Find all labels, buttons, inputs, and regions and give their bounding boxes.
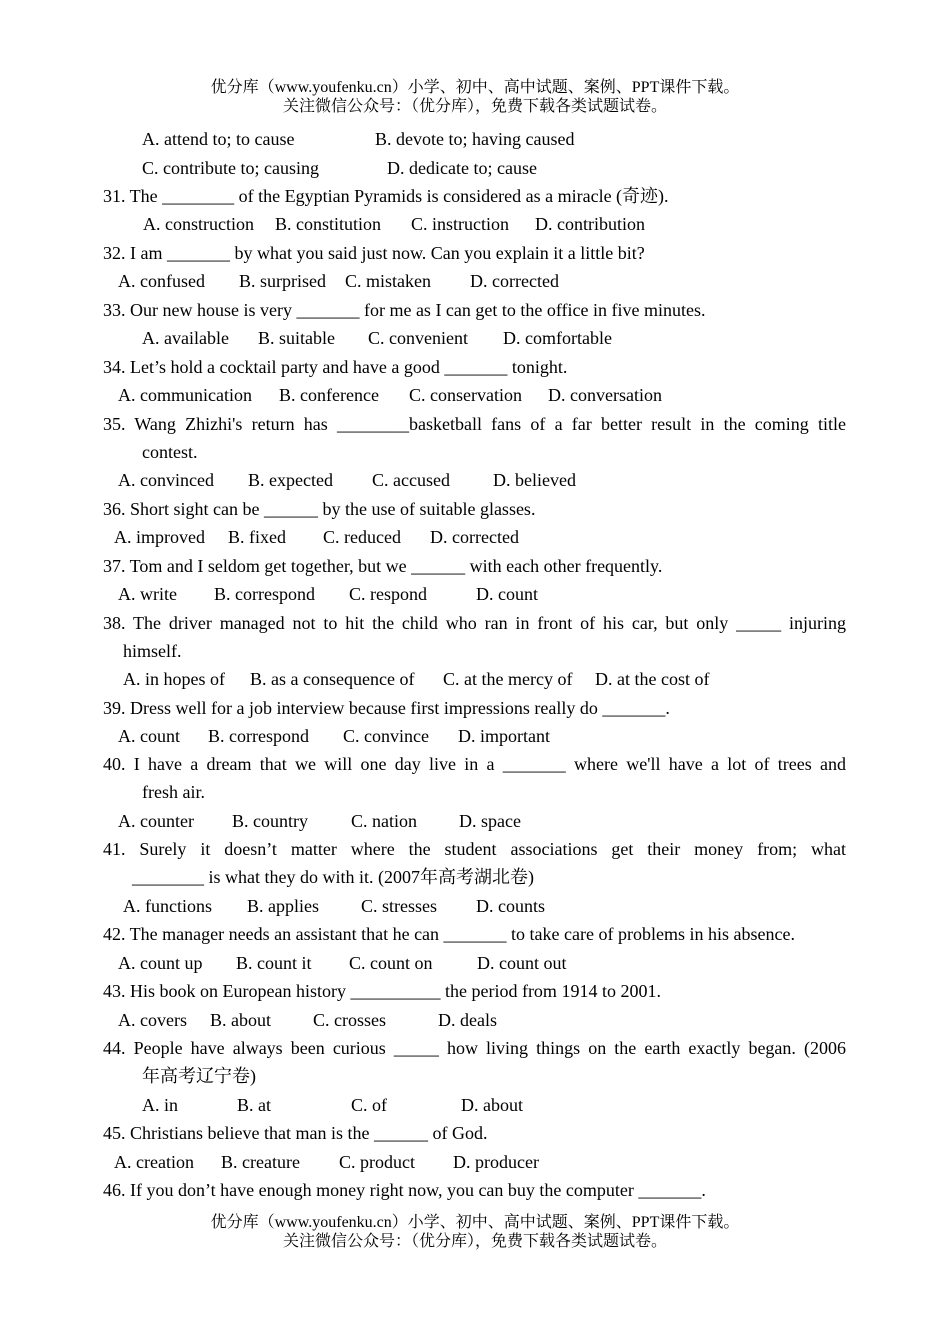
option-a: A. improved xyxy=(114,527,205,547)
option-b: B. as a consequence of xyxy=(250,669,415,689)
option-d: D. contribution xyxy=(535,214,645,234)
question-text: 34. Let’s hold a cocktail party and have a good _______ tonight. xyxy=(103,357,568,377)
question-text: 42. The manager needs an assistant that he can _______ to take care of problems in his absence. xyxy=(103,924,795,944)
page-header xyxy=(0,78,950,116)
question-text: 40. I have a dream that we will one day live in a _______ where we'll have a lot of trees and xyxy=(103,754,846,774)
option-d: D. conversation xyxy=(548,385,662,405)
question-text-cont: himself. xyxy=(123,641,182,661)
option-d: D. dedicate to; cause xyxy=(387,158,537,178)
option-c: C. mistaken xyxy=(345,271,431,291)
option-c: C. product xyxy=(339,1152,415,1172)
question-text: 43. His book on European history __________ the period from 1914 to 2001. xyxy=(103,981,661,1001)
question-text-cont: 年高考辽宁卷) xyxy=(142,1066,256,1086)
option-d: D. at the cost of xyxy=(595,669,710,689)
option-b: B. correspond xyxy=(208,726,309,746)
option-b: B. creature xyxy=(221,1152,300,1172)
option-a: A. confused xyxy=(118,271,205,291)
option-a: A. counter xyxy=(118,811,194,831)
footer-line-2: 关注微信公众号：（优分库），免费下载各类试题试卷。 xyxy=(282,1233,667,1250)
option-a: A. communication xyxy=(118,385,252,405)
option-b: B. country xyxy=(232,811,308,831)
question-text: 35. Wang Zhizhi's return has ________basketball fans of a far better result in the coming title xyxy=(103,414,846,434)
option-b: B. expected xyxy=(248,470,333,490)
header-line-2: 关注微信公众号：（优分库），免费下载各类试题试卷。 xyxy=(282,98,667,115)
question-text-cont: contest. xyxy=(142,442,198,462)
option-d: D. believed xyxy=(493,470,576,490)
option-c: C. respond xyxy=(349,584,427,604)
option-b: B. fixed xyxy=(228,527,286,547)
option-d: D. important xyxy=(458,726,550,746)
option-c: C. convince xyxy=(343,726,429,746)
header-line-1: 优分库（www.youfenku.cn）小学、初中、高中试题、案例、PPT课件下载。 xyxy=(210,79,740,96)
option-c: C. accused xyxy=(372,470,450,490)
option-d: D. comfortable xyxy=(503,328,612,348)
option-d: D. corrected xyxy=(470,271,559,291)
option-c: C. crosses xyxy=(313,1010,386,1030)
option-a: A. functions xyxy=(123,896,212,916)
option-c: C. of xyxy=(351,1095,387,1115)
question-text: 33. Our new house is very _______ for me as I can get to the office in five minutes. xyxy=(103,300,706,320)
question-text: 38. The driver managed not to hit the child who ran in front of his car, but only _____ injuring xyxy=(103,613,846,633)
option-a: A. construction xyxy=(143,214,254,234)
option-b: B. at xyxy=(237,1095,271,1115)
option-a: A. count up xyxy=(118,953,203,973)
option-b: B. correspond xyxy=(214,584,315,604)
option-d: D. count xyxy=(476,584,538,604)
option-c: C. nation xyxy=(351,811,417,831)
question-text: 44. People have always been curious _____ how living things on the earth exactly began. (2006 xyxy=(103,1038,846,1058)
question-text: 32. I am _______ by what you said just now. Can you explain it a little bit? xyxy=(103,243,645,263)
option-d: D. corrected xyxy=(430,527,519,547)
question-text: 41. Surely it doesn’t matter where the student associations get their money from; what xyxy=(103,839,846,859)
option-a: A. write xyxy=(118,584,177,604)
option-b: B. devote to; having caused xyxy=(375,129,575,149)
question-text: 45. Christians believe that man is the ______ of God. xyxy=(103,1123,488,1143)
question-text: 31. The ________ of the Egyptian Pyramids is considered as a miracle (奇迹). xyxy=(103,186,669,206)
option-d: D. counts xyxy=(476,896,545,916)
option-c: C. instruction xyxy=(411,214,509,234)
option-b: B. count it xyxy=(236,953,312,973)
option-c: C. at the mercy of xyxy=(443,669,573,689)
option-a: A. creation xyxy=(114,1152,194,1172)
option-d: D. space xyxy=(459,811,521,831)
option-a: A. in hopes of xyxy=(123,669,225,689)
option-d: D. about xyxy=(461,1095,523,1115)
question-text: 46. If you don’t have enough money right now, you can buy the computer _______. xyxy=(103,1180,706,1200)
option-c: C. stresses xyxy=(361,896,437,916)
option-a: A. attend to; to cause xyxy=(142,129,295,149)
option-b: B. suitable xyxy=(258,328,335,348)
option-a: A. in xyxy=(142,1095,178,1115)
option-c: C. count on xyxy=(349,953,433,973)
question-text: 37. Tom and I seldom get together, but we ______ with each other frequently. xyxy=(103,556,663,576)
option-b: B. surprised xyxy=(239,271,326,291)
footer-line-1: 优分库（www.youfenku.cn）小学、初中、高中试题、案例、PPT课件下载。 xyxy=(210,1214,740,1231)
option-a: A. available xyxy=(142,328,229,348)
option-b: B. about xyxy=(210,1010,271,1030)
question-text: 39. Dress well for a job interview because first impressions really do _______. xyxy=(103,698,670,718)
option-a: A. count xyxy=(118,726,180,746)
question-text: 36. Short sight can be ______ by the use of suitable glasses. xyxy=(103,499,536,519)
question-text-cont: fresh air. xyxy=(142,782,205,802)
page-footer xyxy=(0,1213,950,1251)
option-a: A. covers xyxy=(118,1010,187,1030)
option-d: D. producer xyxy=(453,1152,539,1172)
option-d: D. count out xyxy=(477,953,567,973)
option-d: D. deals xyxy=(438,1010,497,1030)
question-text-cont: ________ is what they do with it. (2007年高考湖北卷) xyxy=(132,867,534,887)
option-b: B. applies xyxy=(247,896,319,916)
option-c: C. convenient xyxy=(368,328,468,348)
option-c: C. conservation xyxy=(409,385,522,405)
option-a: A. convinced xyxy=(118,470,214,490)
option-c: C. contribute to; causing xyxy=(142,158,319,178)
option-b: B. constitution xyxy=(275,214,382,234)
option-c: C. reduced xyxy=(323,527,401,547)
option-b: B. conference xyxy=(279,385,379,405)
